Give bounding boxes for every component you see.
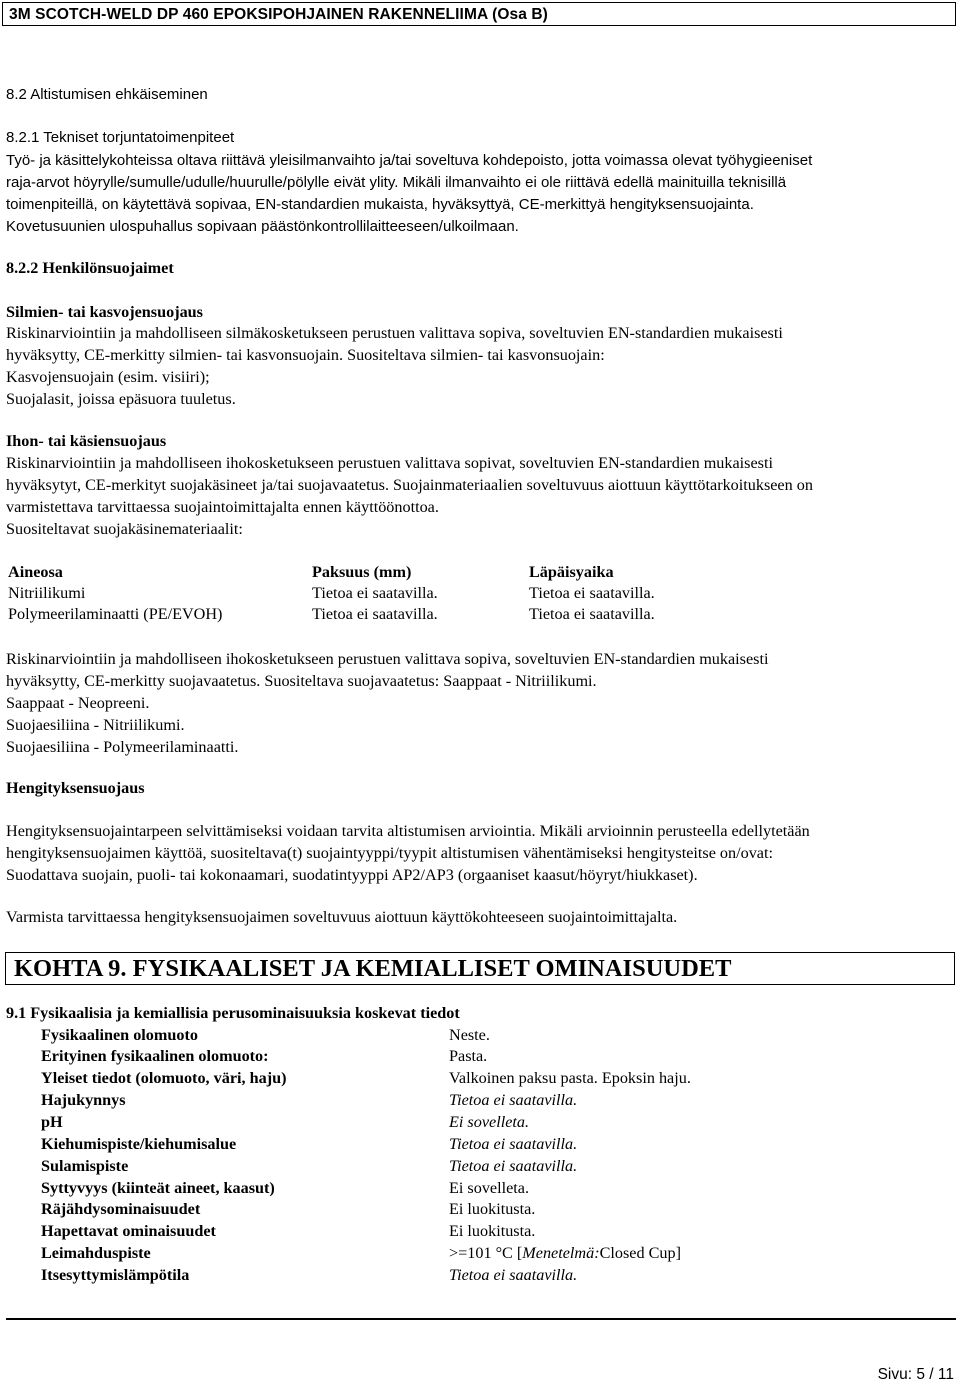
paragraph-line: Työ- ja käsittelykohteissa oltava riittävä yleisilmanvaihto ja/tai soveltuva kohdepoisto, jotta voimassa olevat työhygieeniset	[6, 152, 813, 169]
paragraph-line: hyväksytty, CE-merkitty suojavaatetus. Suositeltava suojavaatetus: Saappaat - Nitriilikumi.	[6, 672, 597, 690]
paragraph-line: Kasvojensuojain (esim. visiiri);	[6, 368, 210, 386]
method-value: Closed Cup]	[599, 1244, 681, 1262]
paragraph-line: Suositeltavat suojakäsinemateriaalit:	[6, 520, 243, 538]
paragraph-line: Kovetusuunien ulospuhallus sopivaan päästönkontrollilaitteeseen/ulkoilmaan.	[6, 218, 519, 235]
method-label: Menetelmä:	[522, 1244, 600, 1262]
section-9-1-heading: 9.1 Fysikaalisia ja kemiallisia perusominaisuuksia koskevat tiedot	[6, 1004, 460, 1022]
paragraph-line: Suojaesiliina - Polymeerilaminaatti.	[6, 738, 239, 756]
property-label: Räjähdysominaisuudet	[41, 1200, 201, 1218]
footer-divider	[6, 1318, 956, 1320]
property-label: Itsesyttymislämpötila	[41, 1266, 190, 1284]
page-number: Sivu: 5 / 11	[877, 1366, 954, 1383]
paragraph-line: raja-arvot höyrylle/sumulle/udulle/huurulle/pölylle eivät ylity. Mikäli ilmanvaihto ei ole riittävä edellä mainituilla teknisillä	[6, 174, 787, 191]
paragraph-line: toimenpiteillä, on käytettävä sopivaa, EN-standardien mukaista, hyväksyttyä, CE-merkittyä hengityksensuojainta.	[6, 196, 754, 213]
respiratory-protection-heading: Hengityksensuojaus	[6, 779, 145, 797]
section-8-2-1-heading: 8.2.1 Tekniset torjuntatoimenpiteet	[6, 129, 235, 146]
document-title: 3M SCOTCH-WELD DP 460 EPOKSIPOHJAINEN RAKENNELIIMA (Osa B)	[9, 6, 548, 23]
paragraph-line: hyväksytty, CE-merkitty silmien- tai kasvonsuojain. Suositeltava silmien- tai kasvonsuojain:	[6, 346, 605, 364]
table-header-cell: Läpäisyaika	[529, 563, 614, 581]
flash-point-value: >=101 °C [	[449, 1244, 523, 1262]
paragraph-line: Riskinarviointiin ja mahdolliseen silmäkosketukseen perustuen valittava sopiva, soveltuvien EN-standardien mukaisesti	[6, 324, 783, 342]
property-value: Tietoa ei saatavilla.	[449, 1091, 578, 1109]
table-cell: Tietoa ei saatavilla.	[312, 605, 438, 623]
eye-protection-heading: Silmien- tai kasvojensuojaus	[6, 303, 203, 321]
paragraph-line: Hengityksensuojaintarpeen selvittämiseksi voidaan tarvita altistumisen arviointia. Mikäli arvioinnin perusteella edellytetään	[6, 822, 810, 840]
property-label: pH	[41, 1113, 63, 1131]
property-value: Tietoa ei saatavilla.	[449, 1157, 578, 1175]
section-8-2-heading: 8.2 Altistumisen ehkäiseminen	[6, 86, 208, 103]
property-label: Fysikaalinen olomuoto	[41, 1026, 198, 1044]
table-header-cell: Paksuus (mm)	[312, 563, 412, 581]
paragraph-line: Suojaesiliina - Nitriilikumi.	[6, 716, 185, 734]
table-cell: Tietoa ei saatavilla.	[529, 605, 655, 623]
property-label: Syttyvyys (kiinteät aineet, kaasut)	[41, 1179, 275, 1197]
property-value: Neste.	[449, 1026, 490, 1044]
table-header-cell: Aineosa	[8, 563, 63, 581]
table-cell: Tietoa ei saatavilla.	[529, 584, 655, 602]
paragraph-line: hengityksensuojaimen käyttöä, suositeltava(t) suojaintyyppi/tyypit altistumisen vähentämiseksi hengitysteitse on/ovat:	[6, 844, 773, 862]
property-value	[449, 1244, 681, 1263]
property-value: Ei luokitusta.	[449, 1222, 536, 1240]
section-8-2-2-heading: 8.2.2 Henkilönsuojaimet	[6, 259, 174, 277]
property-label: Leimahduspiste	[41, 1244, 151, 1262]
section-9-banner	[5, 952, 955, 985]
property-label: Hajukynnys	[41, 1091, 126, 1109]
property-label: Hapettavat ominaisuudet	[41, 1222, 216, 1240]
section-9-title: KOHTA 9. FYSIKAALISET JA KEMIALLISET OMINAISUUDET	[14, 955, 732, 982]
paragraph-line: varmistettava tarvittaessa suojaintoimittajalta ennen käyttöönottoa.	[6, 498, 439, 516]
property-value: Valkoinen paksu pasta. Epoksin haju.	[449, 1069, 691, 1087]
property-value: Ei sovelleta.	[449, 1113, 530, 1131]
property-value: Tietoa ei saatavilla.	[449, 1135, 578, 1153]
property-label: Sulamispiste	[41, 1157, 129, 1175]
property-value: Ei luokitusta.	[449, 1200, 536, 1218]
paragraph-line: Varmista tarvittaessa hengityksensuojaimen soveltuvuus aiottuun käyttökohteeseen suojaintoimittajalta.	[6, 908, 678, 926]
property-label: Yleiset tiedot (olomuoto, väri, haju)	[41, 1069, 287, 1087]
property-label: Kiehumispiste/kiehumisalue	[41, 1135, 237, 1153]
paragraph-line: Suodattava suojain, puoli- tai kokonaamari, suodatintyyppi AP2/AP3 (orgaaniset kaasut/höyryt/hiukkaset).	[6, 866, 698, 884]
table-cell: Nitriilikumi	[8, 584, 86, 602]
property-value: Pasta.	[449, 1047, 488, 1065]
paragraph-line: Riskinarviointiin ja mahdolliseen ihokosketukseen perustuen valittava sopiva, soveltuvien EN-standardien mukaisesti	[6, 650, 769, 668]
paragraph-line: Saappaat - Neopreeni.	[6, 694, 150, 712]
property-label: Erityinen fysikaalinen olomuoto:	[41, 1047, 269, 1065]
property-value: Tietoa ei saatavilla.	[449, 1266, 578, 1284]
document-header	[2, 2, 956, 26]
paragraph-line: Suojalasit, joissa epäsuora tuuletus.	[6, 390, 236, 408]
skin-protection-heading: Ihon- tai käsiensuojaus	[6, 432, 167, 450]
paragraph-line: hyväksytyt, CE-merkityt suojakäsineet ja/tai suojavaatetus. Suojainmateriaalien soveltuvuus aiottuun käyttötarkoitukseen on	[6, 476, 813, 494]
paragraph-line: Riskinarviointiin ja mahdolliseen ihokosketukseen perustuen valittava sopivat, soveltuvien EN-standardien mukaisesti	[6, 454, 773, 472]
table-cell: Tietoa ei saatavilla.	[312, 584, 438, 602]
table-cell: Polymeerilaminaatti (PE/EVOH)	[8, 605, 223, 623]
property-value: Ei sovelleta.	[449, 1179, 530, 1197]
